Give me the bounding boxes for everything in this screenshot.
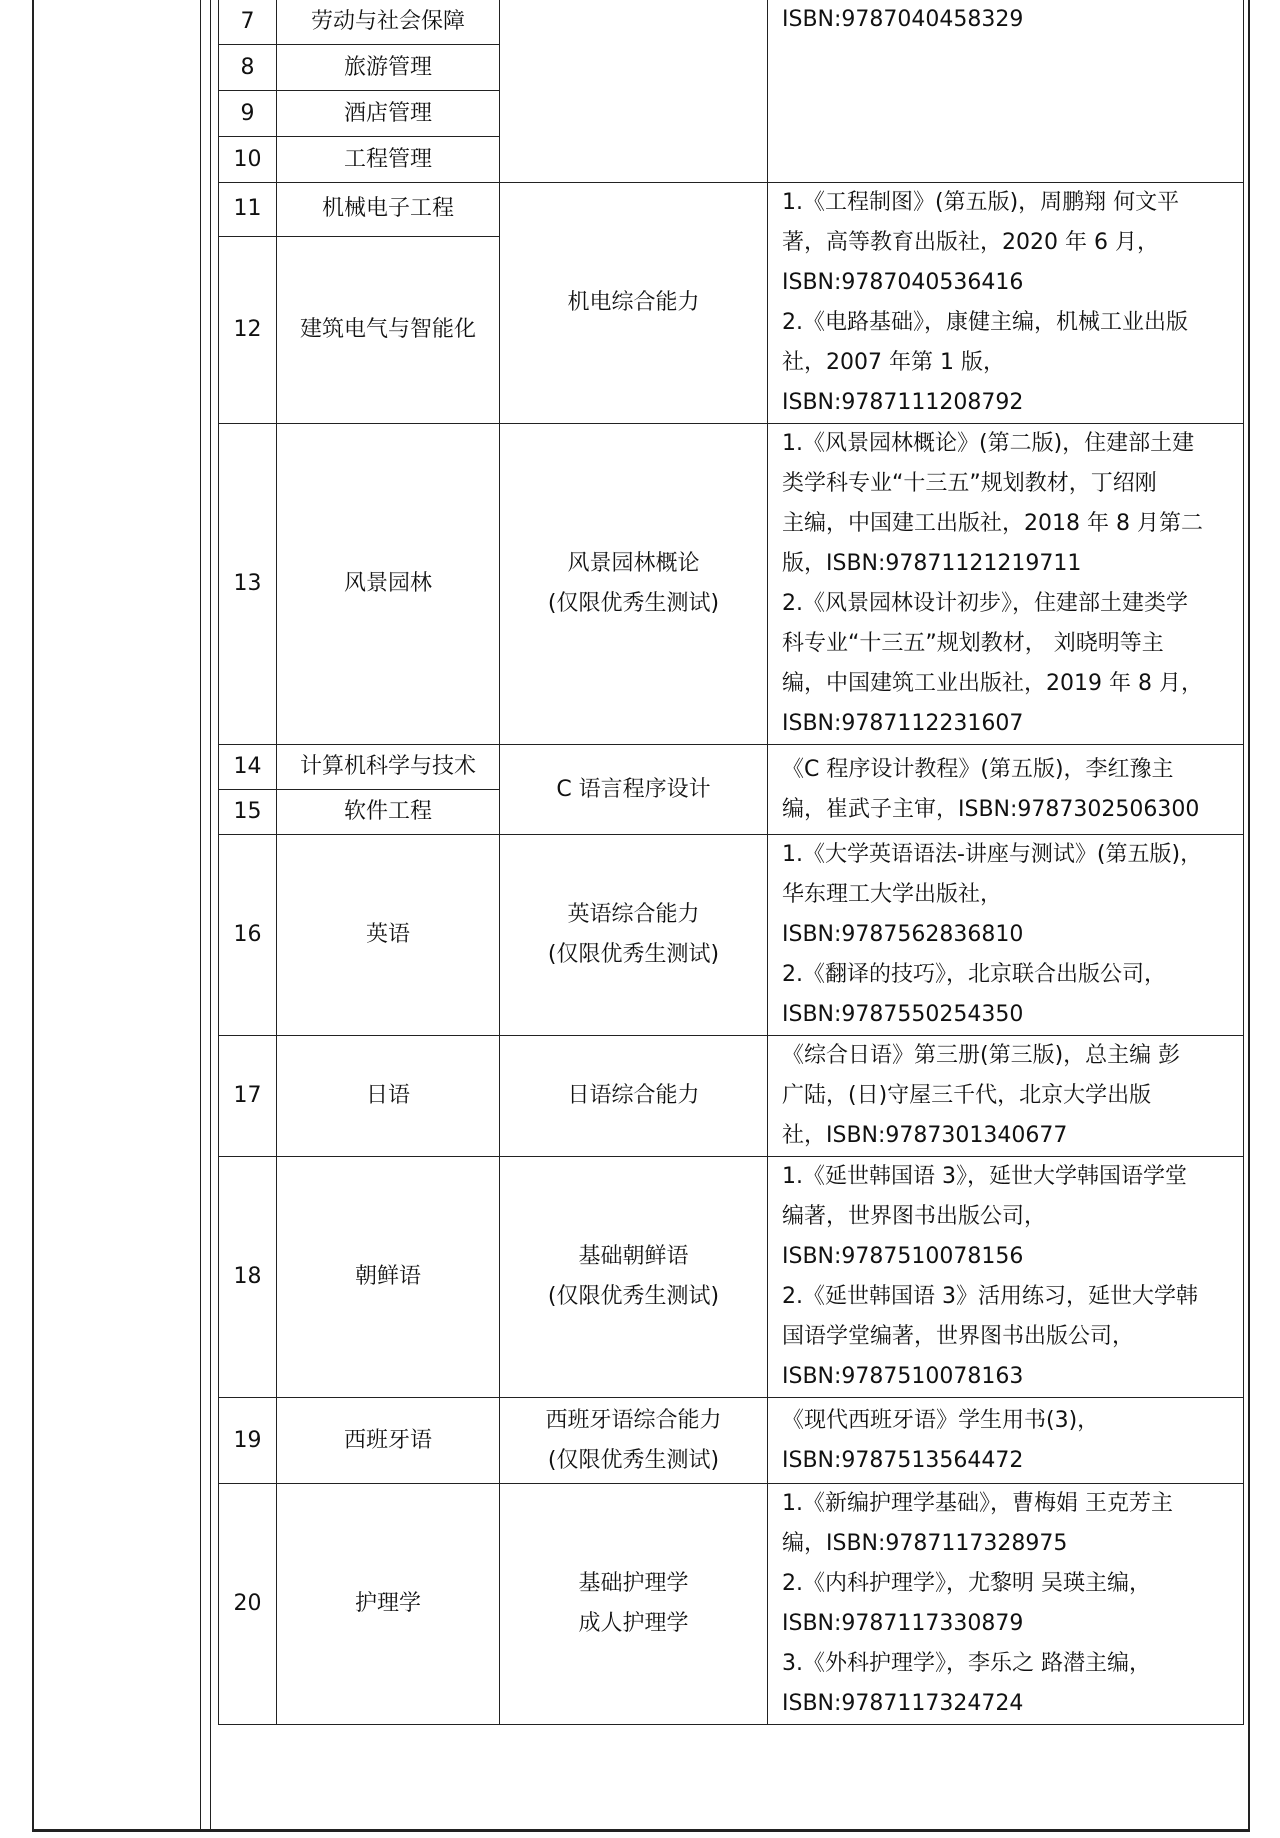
book-line: 社，ISBN:9787301340677 — [782, 1123, 1068, 1148]
reference-books — [768, 0, 1244, 183]
subject-line: 日语综合能力 — [567, 1083, 700, 1108]
book-line: ISBN:9787112231607 — [782, 711, 1024, 736]
major-name: 护理学 — [277, 1484, 500, 1725]
book-line: 2.《风景园林设计初步》，住建部土建类学 — [782, 591, 1188, 616]
table-row — [219, 745, 1244, 790]
reference-books — [768, 183, 1244, 424]
book-line: ISBN:9787040458329 — [782, 7, 1024, 32]
major-name: 风景园林 — [277, 424, 500, 745]
reference-books — [768, 745, 1244, 835]
row-number: 18 — [219, 1157, 277, 1398]
exam-subject — [500, 1036, 768, 1157]
book-line: 广陆，(日)守屋三千代，北京大学出版 — [782, 1083, 1152, 1108]
exam-subject — [500, 1484, 768, 1725]
book-line: 2.《内科护理学》，尤黎明 吴瑛主编， — [782, 1571, 1151, 1596]
book-line: 《C 程序设计教程》(第五版)，李红豫主 — [782, 756, 1174, 782]
row-number: 20 — [219, 1484, 277, 1725]
book-line: ISBN:9787111208792 — [782, 390, 1024, 415]
exam-subject — [500, 1398, 768, 1484]
major-name: 英语 — [277, 835, 500, 1036]
exam-subject — [500, 1157, 768, 1398]
book-line: ISBN:9787513564472 — [782, 1447, 1024, 1473]
row-number: 16 — [219, 835, 277, 1036]
exam-subjects-table — [218, 0, 1244, 1725]
major-name: 软件工程 — [277, 790, 500, 835]
table-row — [219, 1036, 1244, 1157]
table-row — [219, 0, 1244, 45]
subject-line: (仅限优秀生测试) — [547, 591, 720, 616]
book-line: 科专业“十三五”规划教材， 刘晓明等主 — [782, 631, 1164, 656]
row-number: 13 — [219, 424, 277, 745]
subject-line: 风景园林概论 — [567, 551, 700, 576]
category-column-divider-inner — [210, 0, 211, 1832]
major-name: 劳动与社会保障 — [277, 0, 500, 45]
subject-line: C 语言程序设计 — [556, 776, 711, 802]
subject-line: 基础护理学 — [578, 1571, 689, 1596]
book-line: 版，ISBN:97871121219711 — [782, 551, 1082, 576]
book-line: ISBN:9787562836810 — [782, 922, 1024, 947]
book-line: ISBN:9787117330879 — [782, 1611, 1024, 1636]
book-line: 编，ISBN:9787117328975 — [782, 1531, 1068, 1556]
row-number: 11 — [219, 183, 277, 237]
row-number: 15 — [219, 790, 277, 835]
subject-line: 西班牙语综合能力 — [545, 1407, 722, 1433]
book-line: 2.《延世韩国语 3》活用练习，延世大学韩 — [782, 1284, 1198, 1309]
reference-books — [768, 1484, 1244, 1725]
subject-line: (仅限优秀生测试) — [547, 1284, 720, 1309]
book-line: ISBN:9787550254350 — [782, 1002, 1024, 1027]
table-row — [219, 424, 1244, 745]
row-number: 12 — [219, 236, 277, 423]
major-name: 建筑电气与智能化 — [277, 236, 500, 423]
book-line: 2.《翻译的技巧》，北京联合出版公司， — [782, 962, 1166, 987]
table-row — [219, 183, 1244, 237]
book-line: 华东理工大学出版社， — [782, 882, 1003, 907]
subject-line: 成人护理学 — [578, 1611, 689, 1636]
major-name: 日语 — [277, 1036, 500, 1157]
row-number: 14 — [219, 745, 277, 790]
reference-books — [768, 1398, 1244, 1484]
major-name: 机械电子工程 — [277, 183, 500, 237]
subject-line: 基础朝鲜语 — [578, 1244, 689, 1269]
table-row — [219, 1484, 1244, 1725]
major-name: 朝鲜语 — [277, 1157, 500, 1398]
book-line: 编，崔武子主审，ISBN:9787302506300 — [782, 796, 1200, 822]
book-line: ISBN:9787040536416 — [782, 270, 1024, 295]
table-row — [219, 1157, 1244, 1398]
book-line: 1.《大学英语语法-讲座与测试》(第五版)， — [782, 842, 1203, 867]
exam-subject — [500, 183, 768, 424]
subject-line: (仅限优秀生测试) — [547, 1447, 720, 1473]
row-number: 8 — [219, 45, 277, 91]
exam-subject — [500, 424, 768, 745]
subject-line: 机电综合能力 — [567, 290, 700, 315]
major-name: 计算机科学与技术 — [277, 745, 500, 790]
book-line: ISBN:9787510078156 — [782, 1244, 1024, 1269]
book-line: ISBN:9787510078163 — [782, 1364, 1024, 1389]
row-number: 17 — [219, 1036, 277, 1157]
book-line: 国语学堂编著，世界图书出版公司， — [782, 1324, 1135, 1349]
table-row — [219, 1398, 1244, 1484]
row-number: 7 — [219, 0, 277, 45]
book-line: 1.《延世韩国语 3》，延世大学韩国语学堂 — [782, 1164, 1187, 1189]
book-line: 3.《外科护理学》，李乐之 路潜主编， — [782, 1651, 1151, 1676]
book-line: 《综合日语》第三册(第三版)，总主编 彭 — [782, 1043, 1181, 1068]
book-line: 1.《工程制图》(第五版)，周鹏翔 何文平 — [782, 190, 1180, 215]
reference-books — [768, 835, 1244, 1036]
exam-subject — [500, 0, 768, 183]
subject-line: (仅限优秀生测试) — [547, 942, 720, 967]
major-name: 旅游管理 — [277, 45, 500, 91]
reference-books — [768, 1157, 1244, 1398]
reference-books — [768, 1036, 1244, 1157]
exam-subject — [500, 835, 768, 1036]
book-line: ISBN:9787117324724 — [782, 1691, 1024, 1716]
book-line: 2.《电路基础》，康健主编，机械工业出版 — [782, 310, 1188, 335]
book-line: 编，中国建筑工业出版社，2019 年 8 月， — [782, 671, 1203, 696]
major-name: 酒店管理 — [277, 91, 500, 137]
book-line: 类学科专业“十三五”规划教材，丁绍刚 — [782, 471, 1157, 496]
subject-line: 英语综合能力 — [567, 902, 700, 927]
exam-subject — [500, 745, 768, 835]
major-name: 工程管理 — [277, 137, 500, 183]
book-line: 编著，世界图书出版公司， — [782, 1204, 1047, 1229]
major-name: 西班牙语 — [277, 1398, 500, 1484]
row-number: 9 — [219, 91, 277, 137]
book-line: 1.《新编护理学基础》，曹梅娟 王克芳主 — [782, 1491, 1173, 1516]
reference-books — [768, 424, 1244, 745]
book-line: 著，高等教育出版社，2020 年 6 月， — [782, 230, 1159, 255]
row-number: 19 — [219, 1398, 277, 1484]
book-line: 主编，中国建工出版社，2018 年 8 月第二 — [782, 511, 1203, 536]
book-line: 《现代西班牙语》学生用书(3)， — [782, 1407, 1100, 1433]
table-row — [219, 835, 1244, 1036]
row-number: 10 — [219, 137, 277, 183]
category-column-divider — [200, 0, 201, 1832]
book-line: 社，2007 年第 1 版， — [782, 350, 1005, 375]
book-line: 1.《风景园林概论》(第二版)，住建部土建 — [782, 431, 1195, 456]
